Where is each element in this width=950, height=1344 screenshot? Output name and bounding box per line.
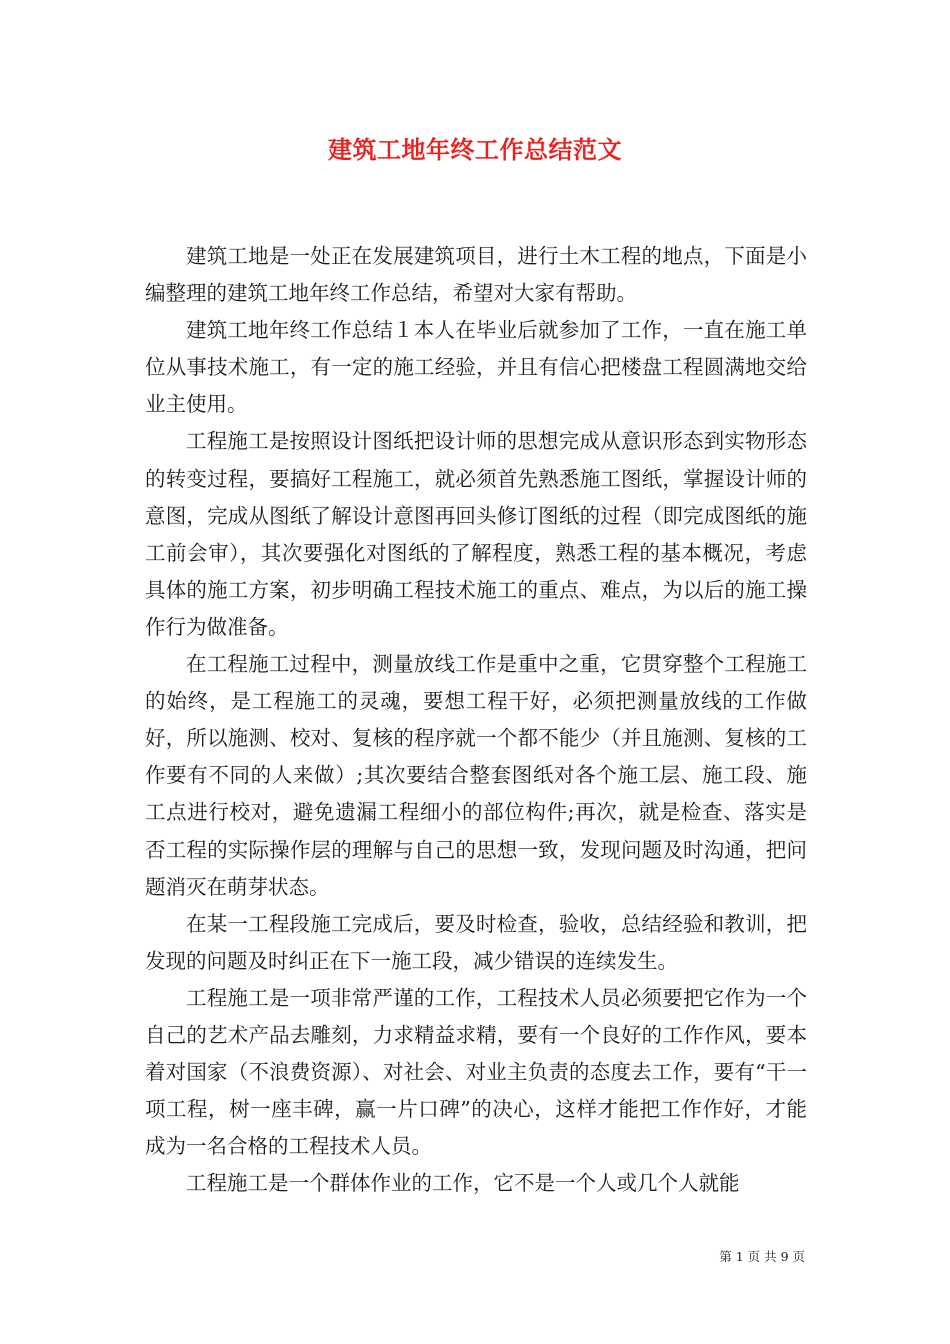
page-number: 第 1 页 共 9 页	[719, 1249, 805, 1264]
paragraph-2: 建筑工地年终工作总结１本人在毕业后就参加了工作，一直在施工单位从事技术施工，有一定的施工经验，并且有信心把楼盘工程圆满地交给业主使用。	[145, 318, 807, 417]
document-body	[145, 238, 807, 1202]
paragraph-5: 在某一工程段施工完成后，要及时检查，验收，总结经验和教训，把发现的问题及时纠正在下一施工段，减少错误的连续发生。	[145, 911, 807, 973]
paragraph-4: 在工程施工过程中，测量放线工作是重中之重，它贯穿整个工程施工的始终，是工程施工的灵魂，要想工程干好，必须把测量放线的工作做好，所以施测、校对、复核的程序就一个都不能少（并且施测、复核的工作要有不同的人来做）;其次要结合整套图纸对各个施工层、施工段、施工点进行校对，避免遗漏工程细小的部位构件;再次，就是检查、落实是否工程的实际操作层的理解与自己的思想一致，发现问题及时沟通，把问题消灭在萌芽状态。	[145, 652, 807, 899]
paragraph-3: 工程施工是按照设计图纸把设计师的思想完成从意识形态到实物形态的转变过程，要搞好工程施工，就必须首先熟悉施工图纸，掌握设计师的意图，完成从图纸了解设计意图再回头修订图纸的过程（即完成图纸的施工前会审），其次要强化对图纸的了解程度，熟悉工程的基本概况，考虑具体的施工方案，初步明确工程技术施工的重点、难点，为以后的施工操作行为做准备。	[145, 429, 807, 639]
paragraph-1: 建筑工地是一处正在发展建筑项目，进行土木工程的地点，下面是小编整理的建筑工地年终工作总结，希望对大家有帮助。	[145, 244, 807, 306]
paragraph-7: 工程施工是一个群体作业的工作，它不是一个人或几个人就能	[186, 1171, 740, 1196]
document-title: 建筑工地年终工作总结范文	[328, 135, 622, 164]
paragraph-6: 工程施工是一项非常严谨的工作，工程技术人员必须要把它作为一个自己的艺术产品去雕刻，力求精益求精，要有一个良好的工作作风，要本着对国家（不浪费资源）、对社会、对业主负责的态度去工作，要有“干一项工程，树一座丰碑，赢一片口碑”的决心，这样才能把工作作好，才能成为一名合格的工程技术人员。	[145, 985, 807, 1159]
